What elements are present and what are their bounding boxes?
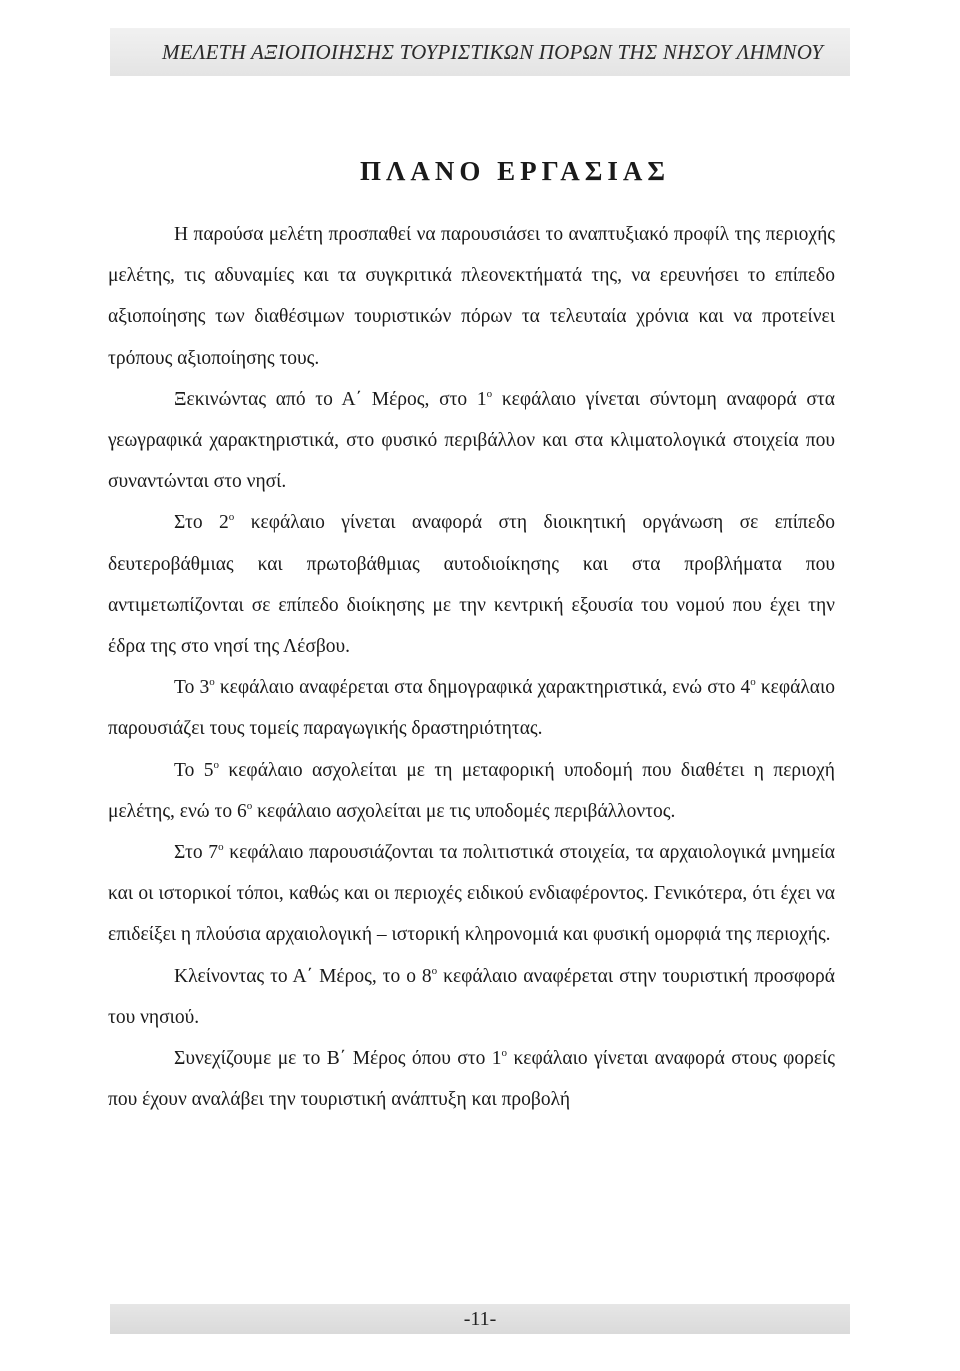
body-text — [108, 214, 835, 1120]
page-number: -11- — [463, 1308, 497, 1330]
paragraph-intro: Η παρούσα μελέτη προσπαθεί να παρουσιάσει το αναπτυξιακό προφίλ της περιοχής μελέτης, τις αδυναμίες και τα συγκριτικά πλεονεκτήματά της, να ερευνήσει το επίπεδο αξιοποίησης των διαθέσιμων τουριστικών πόρων τα τελευταία χρόνια και να προτείνει τρόπους αξιοποίησης τους. — [108, 224, 835, 369]
page-footer — [110, 1304, 850, 1334]
paragraph-part-b: Συνεχίζουμε με το Β΄ Μέρος όπου στο $1^o$ κεφάλαιο γίνεται αναφορά στους φορείς που έχουν αναλάβει την τουριστική ανάπτυξη και προβολή — [108, 1047, 835, 1111]
paragraph-chapter-1: Ξεκινώντας από το Α΄ Μέρος, στο $1^o$ κεφάλαιο γίνεται σύντομη αναφορά στα γεωγραφικά χαρακτηριστικά, στο φυσικό περιβάλλον και στα κλιματολογικά στοιχεία που συναντώνται στο νησί. — [108, 387, 835, 493]
document-title: ΜΕΛΕΤΗ ΑΞΙΟΠΟΙΗΣΗΣ ΤΟΥΡΙΣΤΙΚΩΝ ΠΟΡΩΝ ΤΗΣ ΝΗΣΟΥ ΛΗΜΝΟΥ — [162, 40, 824, 64]
paragraph-chapter-2: Στο $2^o$ κεφάλαιο γίνεται αναφορά στη διοικητική οργάνωση σε επίπεδο δευτεροβάθμιας και πρωτοβάθμιας αυτοδιοίκησης και στα προβλήματα που αντιμετωπίζονται σε επίπεδο διοίκησης με την κεντρική εξουσία του νομού που έχει την έδρα της στο νησί της Λέσβου. — [108, 511, 835, 658]
paragraph-chapter-5-6: Το $5^o$ κεφάλαιο ασχολείται με τη μεταφορική υποδομή που διαθέτει η περιοχή μελέτης, ενώ το $6^o$ κεφάλαιο ασχολείται με τις υποδομές περιβάλλοντος. — [108, 758, 835, 822]
section-heading: ΠΛΑΝΟ ΕΡΓΑΣΙΑΣ — [359, 156, 671, 186]
page-header — [110, 28, 850, 76]
paragraph-chapter-8: Κλείνοντας το Α΄ Μέρος, το ο $8^o$ κεφάλαιο αναφέρεται στην τουριστική προσφορά του νησιού. — [108, 964, 835, 1028]
paragraph-chapter-3-4: Το $3^o$ κεφάλαιο αναφέρεται στα δημογραφικά χαρακτηριστικά, ενώ στο $4^o$ κεφάλαιο παρουσιάζει τους τομείς παραγωγικής δραστηριότητας. — [108, 676, 836, 740]
paragraph-chapter-7: Στο $7^o$ κεφάλαιο παρουσιάζονται τα πολιτιστικά στοιχεία, τα αρχαιολογικά μνημεία και οι ιστορικοί τόποι, καθώς και οι περιοχές ειδικού ενδιαφέροντος. Γενικότερα, ότι έχει να επιδείξει η πλούσια αρχαιολογική – ιστορική κληρονομιά και φυσική ομορφιά της περιοχής. — [108, 841, 835, 946]
